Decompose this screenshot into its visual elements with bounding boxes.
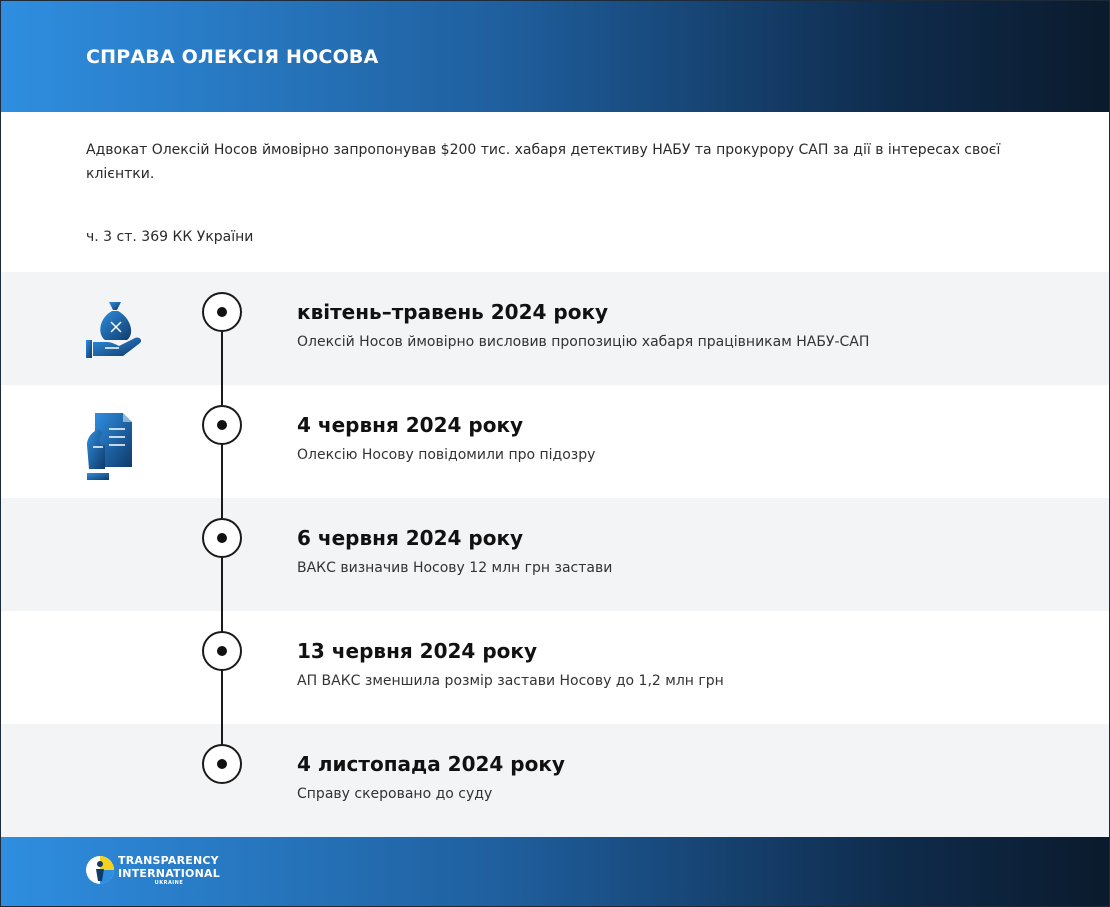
event-date: 4 червня 2024 року bbox=[297, 413, 524, 437]
event-description: АП ВАКС зменшила розмір застави Носову до 1,2 млн грн bbox=[297, 673, 724, 689]
timeline-row bbox=[1, 385, 1110, 498]
timeline-node bbox=[202, 292, 242, 332]
timeline-row bbox=[1, 498, 1110, 611]
ti-logo-mark-icon bbox=[85, 855, 115, 885]
timeline-row bbox=[1, 611, 1110, 724]
timeline-node bbox=[202, 744, 242, 784]
event-description: ВАКС визначив Носову 12 млн грн застави bbox=[297, 560, 613, 576]
timeline-node bbox=[202, 518, 242, 558]
document-hand-icon bbox=[85, 411, 135, 483]
logo-line-ukraine: UKRAINE bbox=[154, 880, 184, 886]
header-banner bbox=[1, 1, 1110, 112]
case-summary: Адвокат Олексій Носов ймовірно запропонував $200 тис. хабаря детективу НАБУ та прокурору САП за дії в інтересах своєї клієнтки. bbox=[86, 142, 1001, 182]
criminal-code-article: ч. 3 ст. 369 КК України bbox=[86, 229, 254, 245]
money-bag-hand-icon bbox=[85, 298, 147, 360]
logo-line-transparency: TRANSPARENCY bbox=[118, 854, 219, 867]
timeline-node bbox=[202, 405, 242, 445]
timeline-node bbox=[202, 631, 242, 671]
event-date: 4 листопада 2024 року bbox=[297, 752, 565, 776]
event-date: квітень–травень 2024 року bbox=[297, 300, 609, 324]
event-description: Олексій Носов ймовірно висловив пропозицію хабаря працівникам НАБУ-САП bbox=[297, 334, 870, 350]
logo-wordmark bbox=[118, 854, 220, 886]
transparency-international-logo bbox=[85, 853, 235, 889]
event-description: Олексію Носову повідомили про підозру bbox=[297, 447, 596, 463]
event-date: 13 червня 2024 року bbox=[297, 639, 537, 663]
event-description: Справу скеровано до суду bbox=[297, 786, 493, 802]
timeline-row bbox=[1, 272, 1110, 385]
logo-line-international: INTERNATIONAL bbox=[118, 867, 220, 880]
event-date: 6 червня 2024 року bbox=[297, 526, 524, 550]
page-title: СПРАВА ОЛЕКСІЯ НОСОВА bbox=[86, 46, 379, 68]
timeline-row bbox=[1, 724, 1110, 837]
